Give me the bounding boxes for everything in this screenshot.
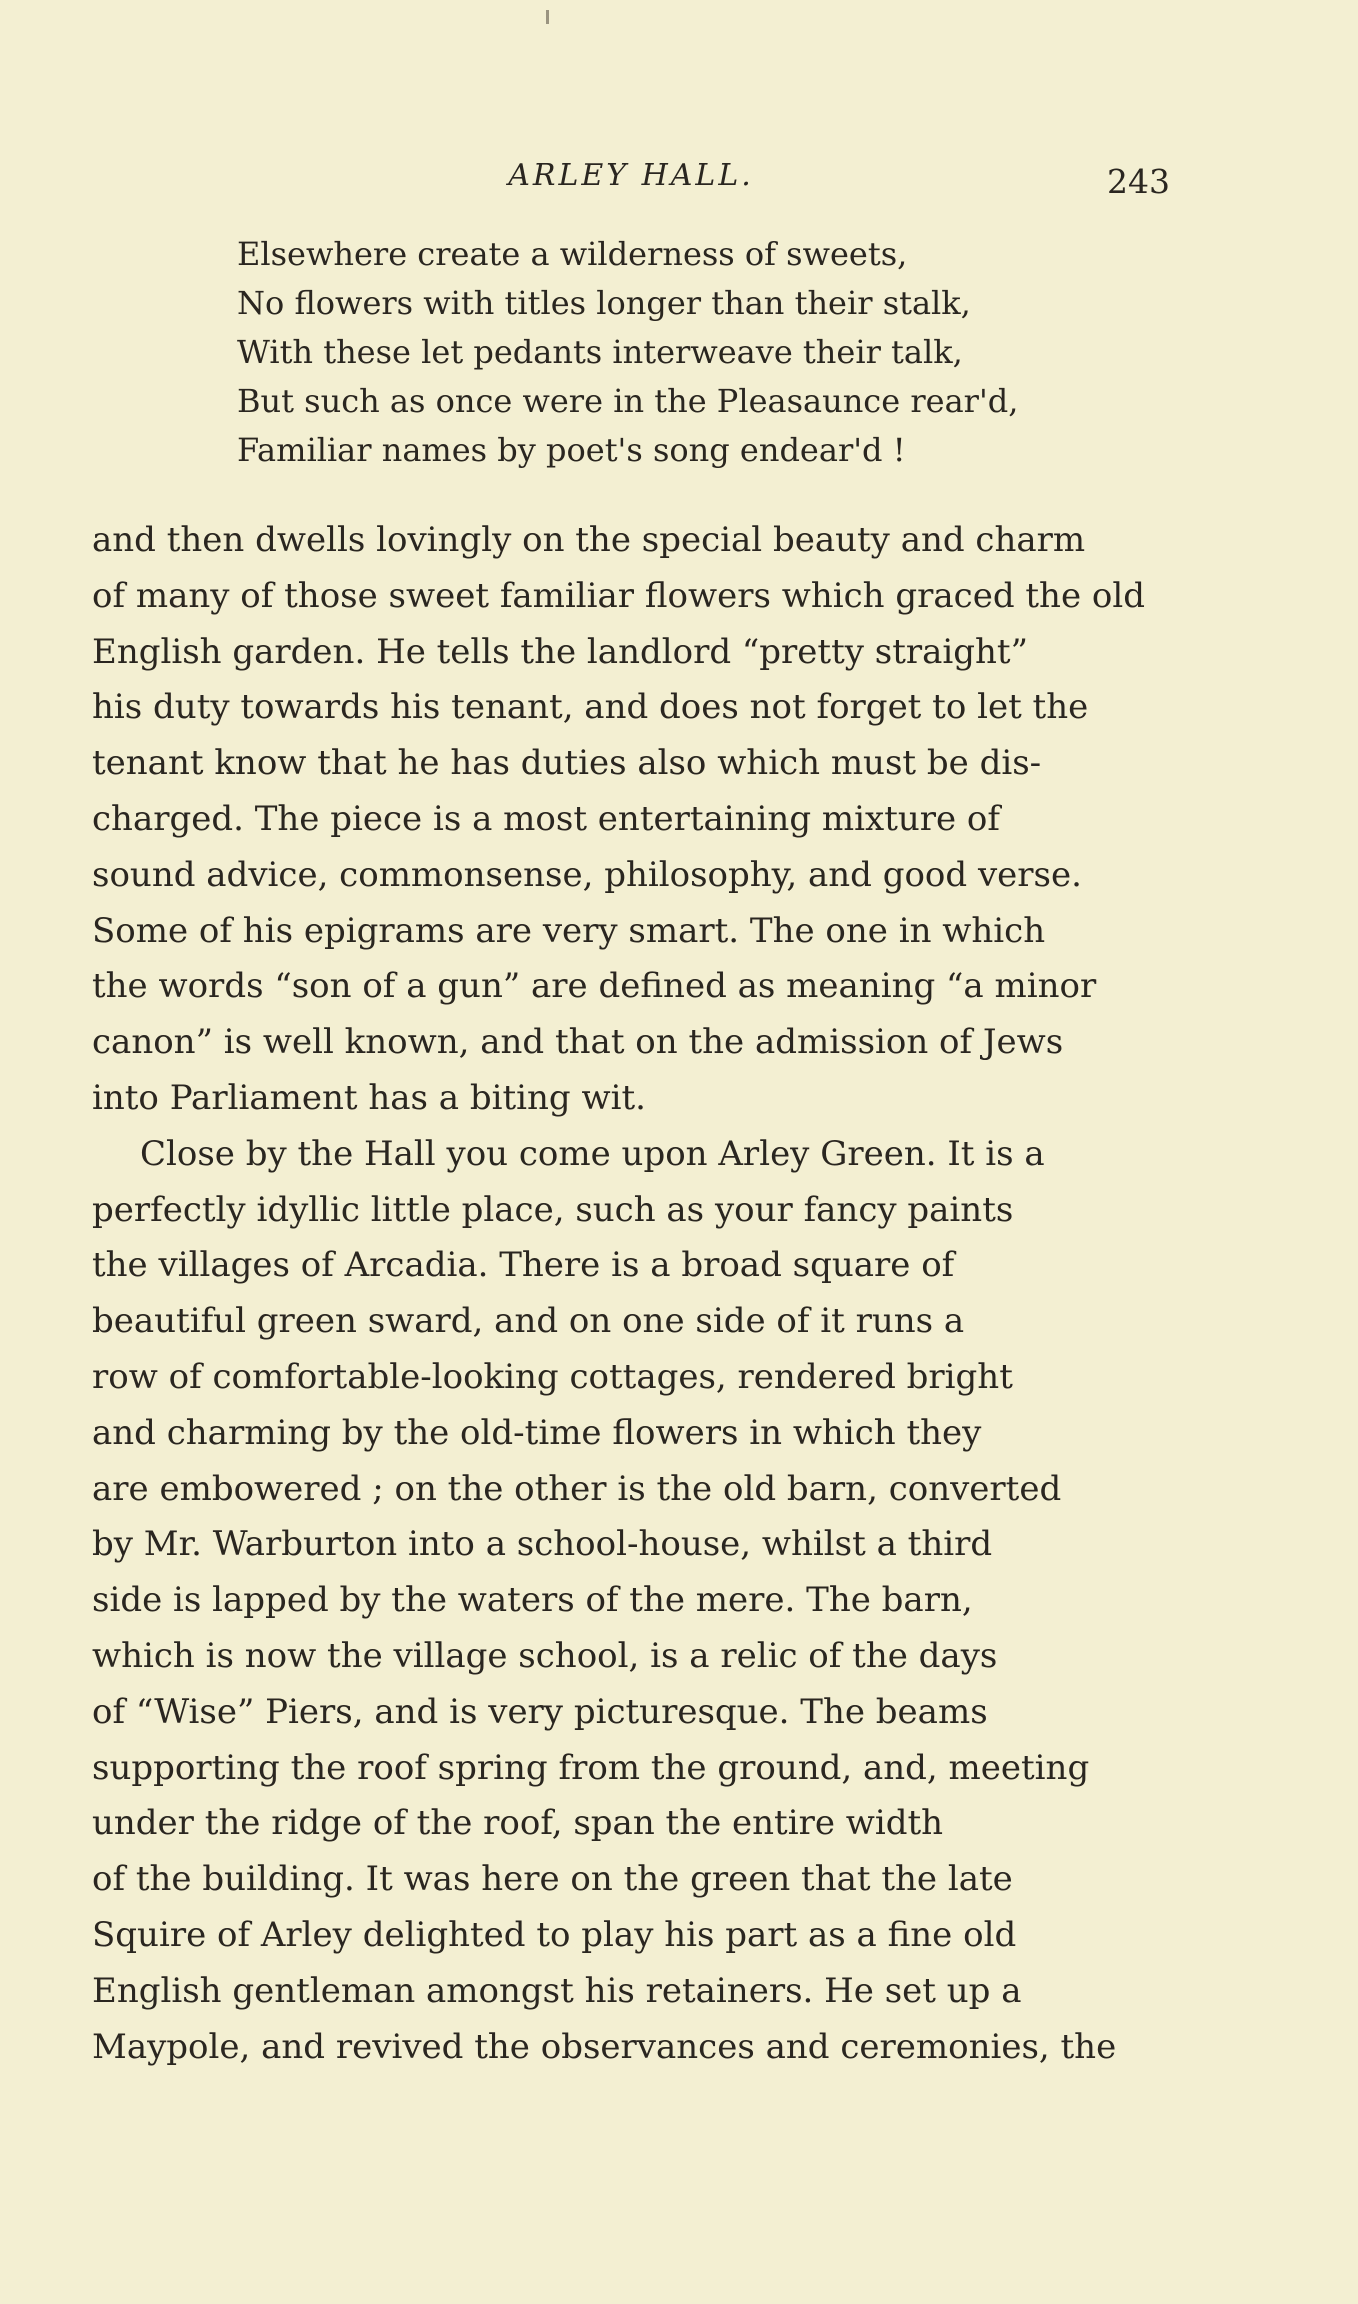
text-line: row of comfortable-looking cottages, rendered bright [92,1356,1013,1397]
text-line: side is lapped by the waters of the mere. The barn, [92,1580,973,1621]
paragraph-2 [92,1127,1178,2076]
text-line: by Mr. Warburton into a school-house, whilst a third [92,1524,993,1565]
text-line: of “Wise” Piers, and is very picturesque. The beams [92,1691,988,1732]
verse-line: Elsewhere create a wilderness of sweets, [237,235,908,273]
text-line: the words “son of a gun” are defined as meaning “a minor [92,966,1097,1007]
text-line: and charming by the old-time flowers in which they [92,1412,982,1453]
text-line: the villages of Arcadia. There is a broad square of [92,1245,955,1286]
text-line: Some of his epigrams are very smart. The one in which [92,910,1046,951]
text-line: which is now the village school, is a relic of the days [92,1635,998,1676]
text-line: sound advice, commonsense, philosophy, and good verse. [92,854,1082,895]
text-line: of many of those sweet familiar flowers which graced the old [92,575,1145,616]
text-line: Maypole, and revived the observances and ceremonies, the [92,2026,1117,2067]
text-line: and then dwells lovingly on the special beauty and charm [92,520,1086,560]
verse-line: No flowers with titles longer than their stalk, [237,284,971,322]
text-line: of the building. It was here on the green that the late [92,1859,1013,1900]
text-line: beautiful green sward, and on one side of it runs a [92,1301,965,1342]
text-line: charged. The piece is a most entertaining mixture of [92,798,1000,839]
page-number: 243 [1107,162,1170,201]
verse-line: With these let pedants interweave their talk, [237,333,963,371]
verse-quotation [237,230,1157,475]
page-header [92,152,1170,200]
text-line: Squire of Arley delighted to play his part as a fine old [92,1914,1017,1955]
text-line: canon” is well known, and that on the admission of Jews [92,1022,1064,1063]
text-line: are embowered ; on the other is the old barn, converted [92,1468,1062,1509]
text-line: into Parliament has a biting wit. [92,1077,646,1118]
text-line: tenant know that he has duties also which must be dis- [92,743,1042,784]
running-title: ARLEY HALL. [508,158,754,193]
verse-line: Familiar names by poet's song endear'd ! [237,431,906,469]
text-line: English gentleman amongst his retainers. He set up a [92,1970,1022,2011]
text-line: Close by the Hall you come upon Arley Green. It is a [140,1133,1045,1174]
verse-line: But such as once were in the Pleasaunce rear'd, [237,382,1019,420]
paragraph-1 [92,513,1178,1127]
text-line: supporting the roof spring from the ground, and, meeting [92,1747,1090,1788]
text-line: perfectly idyllic little place, such as your fancy paints [92,1189,1014,1230]
scan-mark [546,10,549,24]
text-line: his duty towards his tenant, and does not forget to let the [92,687,1089,728]
text-line: English garden. He tells the landlord “pretty straight” [92,631,1028,672]
text-line: under the ridge of the roof, span the entire width [92,1803,944,1844]
body-text [92,513,1178,2075]
